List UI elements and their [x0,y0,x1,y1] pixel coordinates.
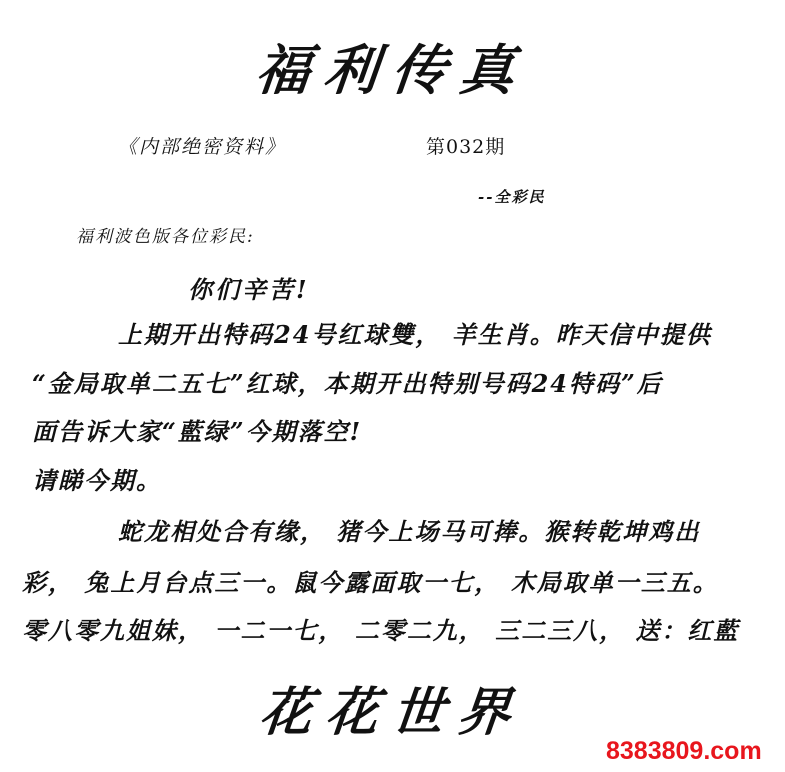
document-title: 福利传真 [252,38,532,102]
greeting: 你们辛苦! [188,275,310,304]
body-line: 蛇龙相处合有缘， 猪今上场马可捧。猴转乾坤鸡出 [118,517,701,546]
body-line: 零八零九姐妹， 一二一七， 二零二九， 三二三八， 送：红藍 [22,616,740,645]
body-line: 面告诉大家“藍绿”今期落空! [32,417,363,446]
body-line: 请睇今期。 [32,466,162,495]
body-line: “金局取单二五七”红球，本期开出特别号码24特码”后 [32,369,663,398]
site-watermark: 8383809.com [606,737,762,765]
salutation: 福利波色版各位彩民: [76,227,255,247]
signature: --全彩民 [478,188,546,206]
source-label: 《内部绝密资料》 [118,136,287,158]
body-line: 彩， 兔上月台点三一。鼠今露面取一七， 木局取单一三五。 [22,568,719,597]
body-line: 上期开出特码24号红球雙， 羊生肖。昨天信中提供 [118,320,712,349]
footer-title: 花花世界 [256,682,528,743]
issue-number: 第032期 [426,136,506,158]
